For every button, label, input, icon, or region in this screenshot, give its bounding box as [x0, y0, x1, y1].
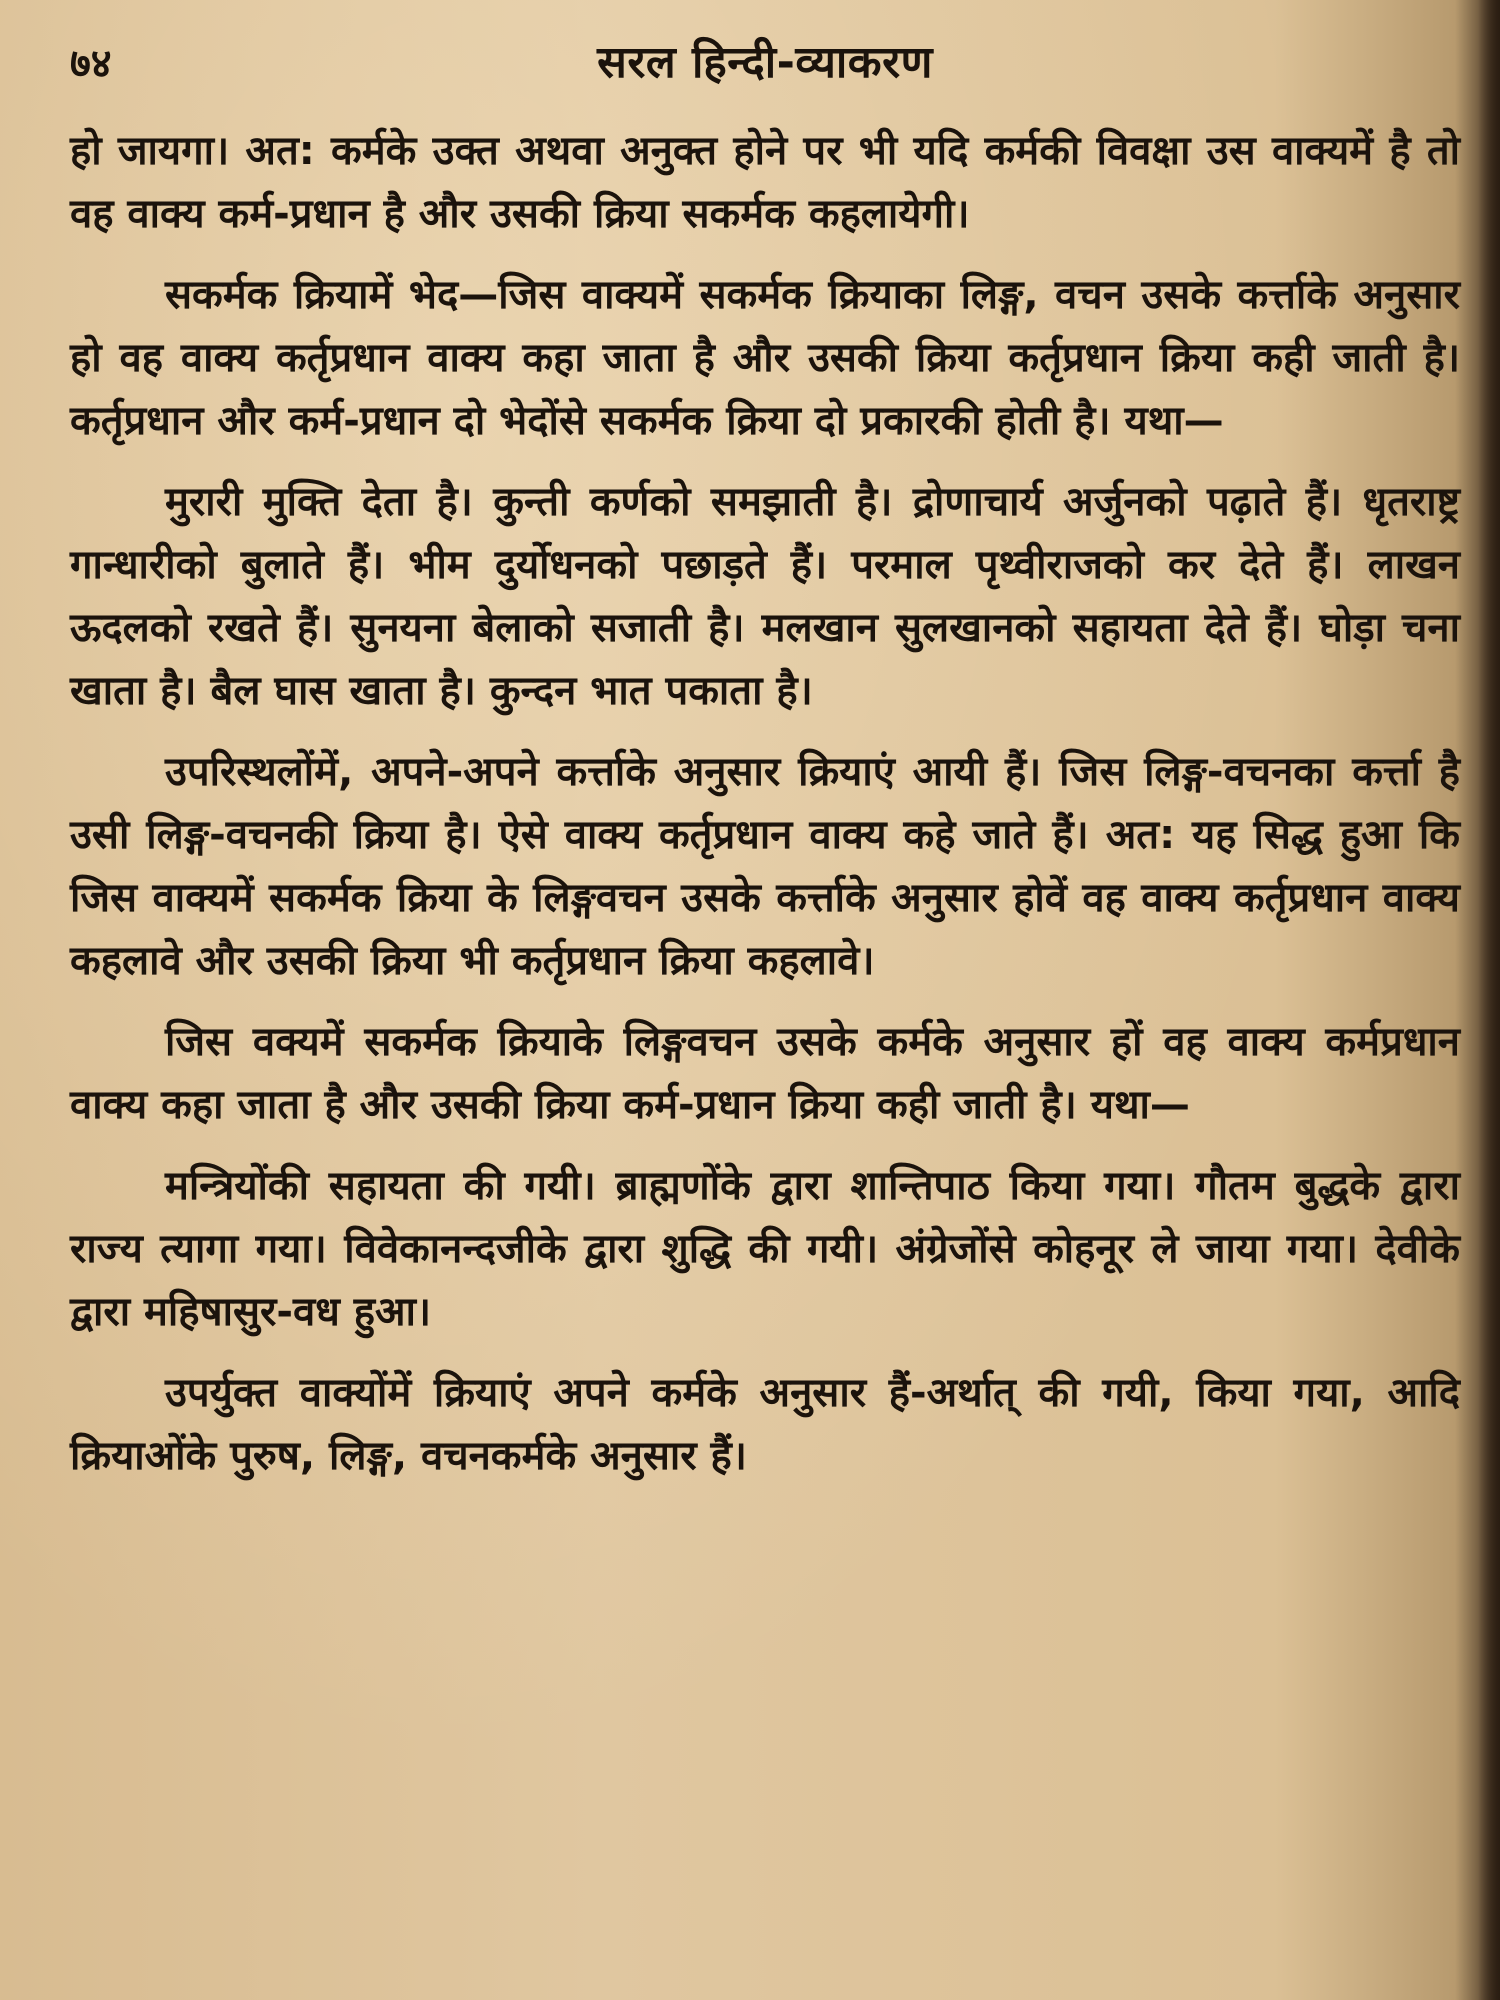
paragraph-2 — [70, 264, 1460, 453]
section-heading: सकर्मक क्रियामें भेद— — [165, 272, 499, 318]
paragraph-4: उपरिस्थलोंमें, अपने-अपने कर्त्ताके अनुसार क्रियाएं आयी हैं। जिस लिङ्ग-वचनका कर्त्ता है उसी लिङ्ग-वचनकी क्रिया है। ऐसे वाक्य कर्तृप्रधान वाक्य कहे जाते हैं। अत: यह सिद्ध हुआ कि जिस वाक्यमें सकर्मक क्रिया के लिङ्गवचन उसके कर्त्ताके अनुसार होवें वह वाक्य कर्तृप्रधान वाक्य कहलावे और उसकी क्रिया भी कर्तृप्रधान क्रिया कहलावे। — [70, 749, 1460, 984]
paragraph-7: उपर्युक्त वाक्योंमें क्रियाएं अपने कर्मके अनुसार हैं-अर्थात् की गयी, किया गया, आदि क्रियाओंके पुरुष, लिङ्ग, वचनकर्मके अनुसार हैं। — [70, 1370, 1460, 1479]
page-header — [70, 30, 1460, 100]
paragraph-2-text: जिस वाक्यमें सकर्मक क्रियाका लिङ्ग, वचन उसके कर्त्ताके अनुसार हो वह वाक्य कर्तृप्रधान वाक्य कहा जाता है और उसकी क्रिया कर्तृप्रधान क्रिया कही जाती है। कर्तृप्रधान और कर्म-प्रधान दो भेदोंसे सकर्मक क्रिया दो प्रकारकी होती है। यथा— — [70, 272, 1460, 444]
paragraph-6: मन्त्रियोंकी सहायता की गयी। ब्राह्मणोंके द्वारा शान्तिपाठ किया गया। गौतम बुद्धके द्वारा राज्य त्यागा गया। विवेकानन्दजीके द्वारा शुद्धि की गयी। अंग्रेजोंसे कोहनूर ले जाया गया। देवीके द्वारा महिषासुर-वध हुआ। — [70, 1163, 1460, 1335]
page-number: ७४ — [70, 41, 112, 87]
paragraph-1: हो जायगा। अत: कर्मके उक्त अथवा अनुक्त होने पर भी यदि कर्मकी विवक्षा उस वाक्यमें है तो वह वाक्य कर्म-प्रधान है और उसकी क्रिया सकर्मक कहलायेगी। — [70, 128, 1460, 237]
running-title: सरल हिन्दी-व्याकरण — [597, 37, 933, 88]
paragraph-3: मुरारी मुक्ति देता है। कुन्ती कर्णको समझाती है। द्रोणाचार्य अर्जुनको पढ़ाते हैं। धृतराष्ट्र गान्धारीको बुलाते हैं। भीम दुर्योधनको पछाड़ते हैं। परमाल पृथ्वीराजको कर देते हैं। लाखन ऊदलको रखते हैं। सुनयना बेलाको सजाती है। मलखान सुलखानको सहायता देते हैं। घोड़ा चना खाता है। बैल घास खाता है। कुन्दन भात पकाता है। — [70, 479, 1460, 714]
paragraph-5: जिस वक्यमें सकर्मक क्रियाके लिङ्गवचन उसके कर्मके अनुसार हों वह वाक्य कर्मप्रधान वाक्य कहा जाता है और उसकी क्रिया कर्म-प्रधान क्रिया कही जाती है। यथा— — [70, 1019, 1460, 1128]
body-text — [70, 120, 1460, 1506]
page-gutter-shadow — [1478, 0, 1500, 2000]
